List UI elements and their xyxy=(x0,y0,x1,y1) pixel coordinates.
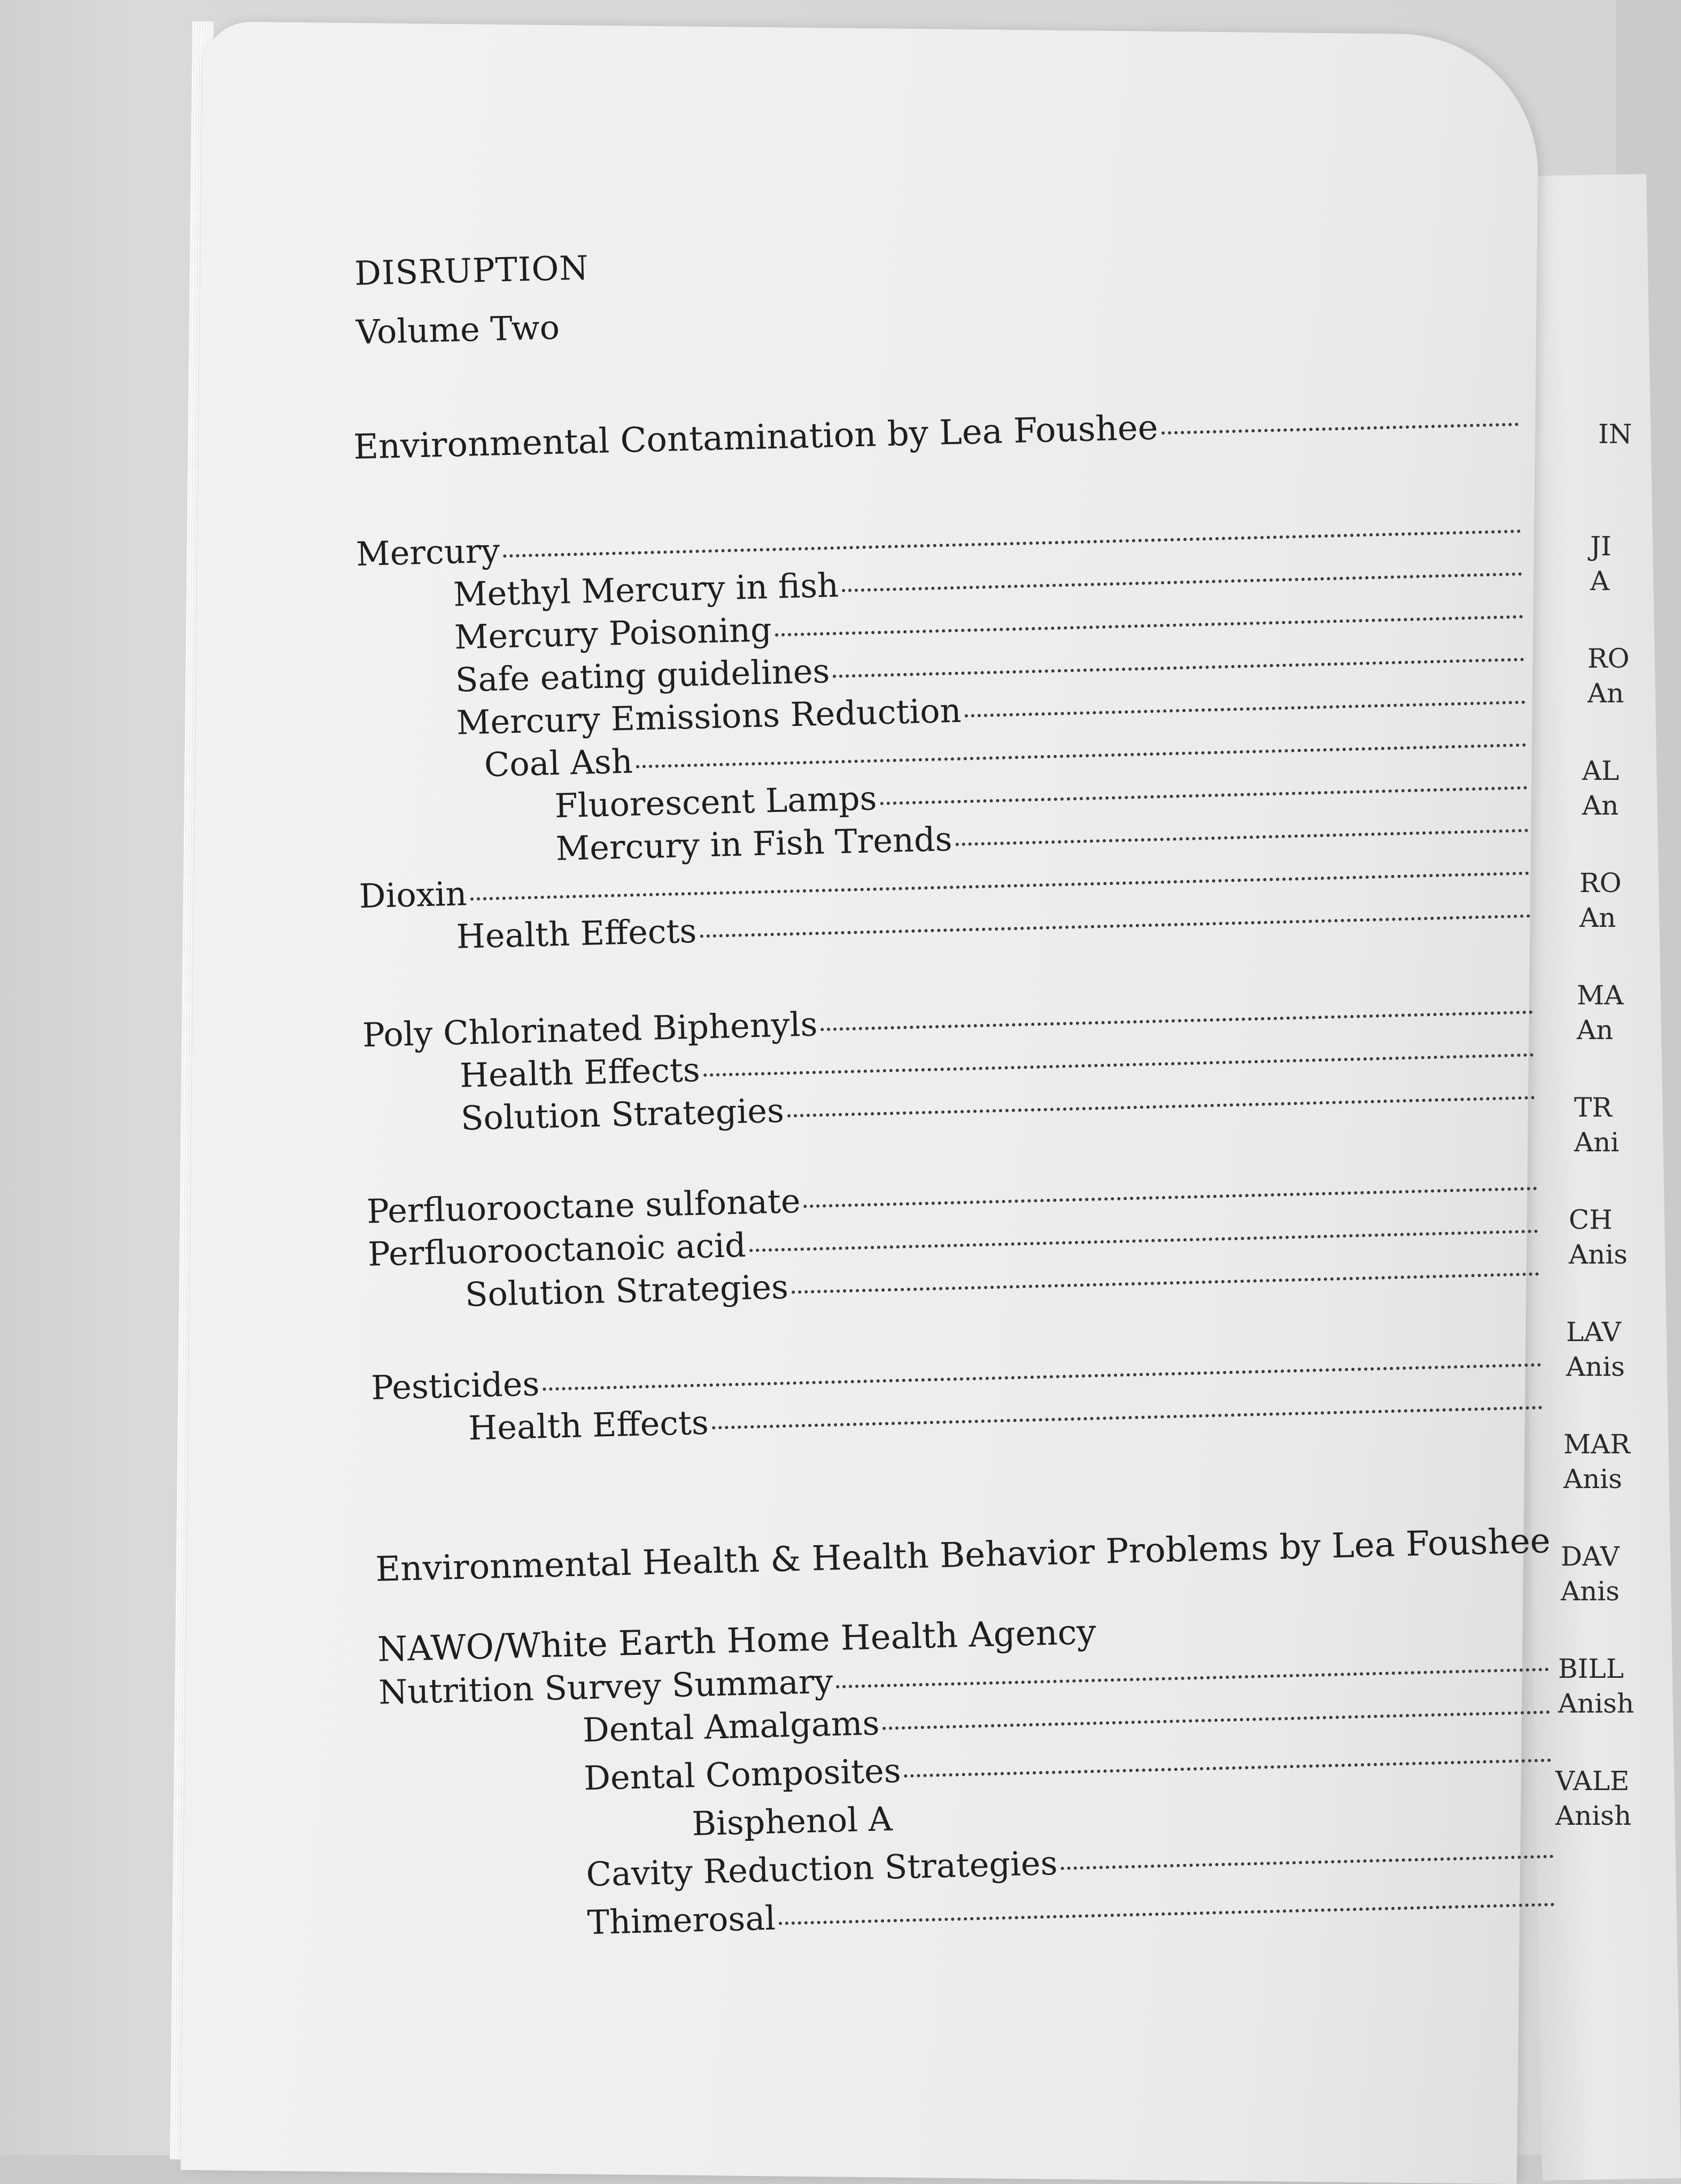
toc-entry-label: Solution Strategies xyxy=(460,1090,785,1138)
toc-entry-label: Coal Ash xyxy=(484,741,633,785)
toc-entry-label: NAWO/White Earth Home Health Agency xyxy=(377,1612,1097,1670)
toc-entry-label: Environmental Contamination by Lea Foushee xyxy=(353,408,1159,468)
right-fragment: RO xyxy=(1587,643,1630,674)
toc-entry-label: Mercury Emissions Reduction xyxy=(456,691,962,742)
book-title: DISRUPTION xyxy=(354,248,590,293)
toc-entry xyxy=(375,1521,1551,1590)
right-fragment: An xyxy=(1587,678,1624,709)
right-fragment: Anis xyxy=(1563,1463,1622,1494)
toc-entry-label: Thimerosal xyxy=(587,1898,776,1942)
toc-entry-label: Nutrition Survey Summary xyxy=(378,1661,834,1712)
right-fragment: LAV xyxy=(1566,1316,1621,1347)
toc-entry-label: Perfluorooctane sulfonate xyxy=(366,1181,801,1231)
toc-entry-label: Dioxin xyxy=(358,874,468,916)
toc-entry-label: Fluorescent Lamps xyxy=(554,778,878,826)
right-fragment: Anis xyxy=(1561,1576,1620,1607)
toc-entry-label: Solution Strategies xyxy=(464,1267,789,1314)
toc-entry-label: Perfluorooctanoic acid xyxy=(367,1225,747,1274)
toc-entry-label: Methyl Mercury in fish xyxy=(453,566,839,614)
right-fragment: MAR xyxy=(1563,1429,1630,1460)
right-fragment: Anis xyxy=(1569,1239,1628,1270)
toc-entry xyxy=(692,1792,1174,1843)
right-fragment: DAV xyxy=(1561,1541,1620,1572)
right-fragment: AL xyxy=(1582,755,1620,786)
toc-entry-label: Cavity Reduction Strategies xyxy=(585,1843,1058,1894)
toc-entry-label: Mercury Poisoning xyxy=(454,610,772,657)
toc-entry-label: Environmental Health & Health Behavior Problems by Lea Foushee xyxy=(375,1521,1551,1590)
toc-entry xyxy=(353,399,1519,467)
right-fragment: CH xyxy=(1569,1204,1613,1235)
toc-entry-label: Bisphenol A xyxy=(691,1799,893,1844)
right-fragment: An xyxy=(1582,790,1619,821)
right-fragment: JI xyxy=(1590,531,1612,562)
right-fragment: A xyxy=(1590,566,1610,597)
right-fragment: Anis xyxy=(1566,1351,1625,1382)
toc-entry-label: Health Effects xyxy=(455,911,698,956)
toc-entry-label: Health Effects xyxy=(468,1403,709,1448)
toc-entry-label: Dental Amalgams xyxy=(582,1703,880,1750)
volume-subtitle: Volume Two xyxy=(355,307,560,352)
toc-entry-label: Health Effects xyxy=(459,1050,701,1095)
right-fragment: Anish xyxy=(1558,1688,1634,1719)
right-fragment: MA xyxy=(1577,980,1624,1011)
toc-entry-label: Safe eating guidelines xyxy=(455,651,831,700)
right-fragment: TR xyxy=(1574,1092,1612,1123)
toc-entry-label: Mercury in Fish Trends xyxy=(555,819,953,869)
toc-entry-label: Mercury xyxy=(355,531,501,574)
right-fragment: IN xyxy=(1598,419,1632,450)
right-fragment: BILL xyxy=(1558,1653,1624,1684)
toc-entry-label: Poly Chlorinated Biphenyls xyxy=(362,1004,818,1055)
toc-entry-label: Pesticides xyxy=(370,1364,540,1407)
right-fragment: VALE xyxy=(1555,1765,1630,1796)
toc-entry-label: Dental Composites xyxy=(583,1751,902,1798)
right-fragment: An xyxy=(1577,1014,1614,1045)
right-fragment: RO xyxy=(1579,868,1622,899)
right-fragment: Ani xyxy=(1574,1127,1620,1158)
right-fragment: Anish xyxy=(1555,1800,1632,1831)
right-fragment: An xyxy=(1579,902,1616,933)
